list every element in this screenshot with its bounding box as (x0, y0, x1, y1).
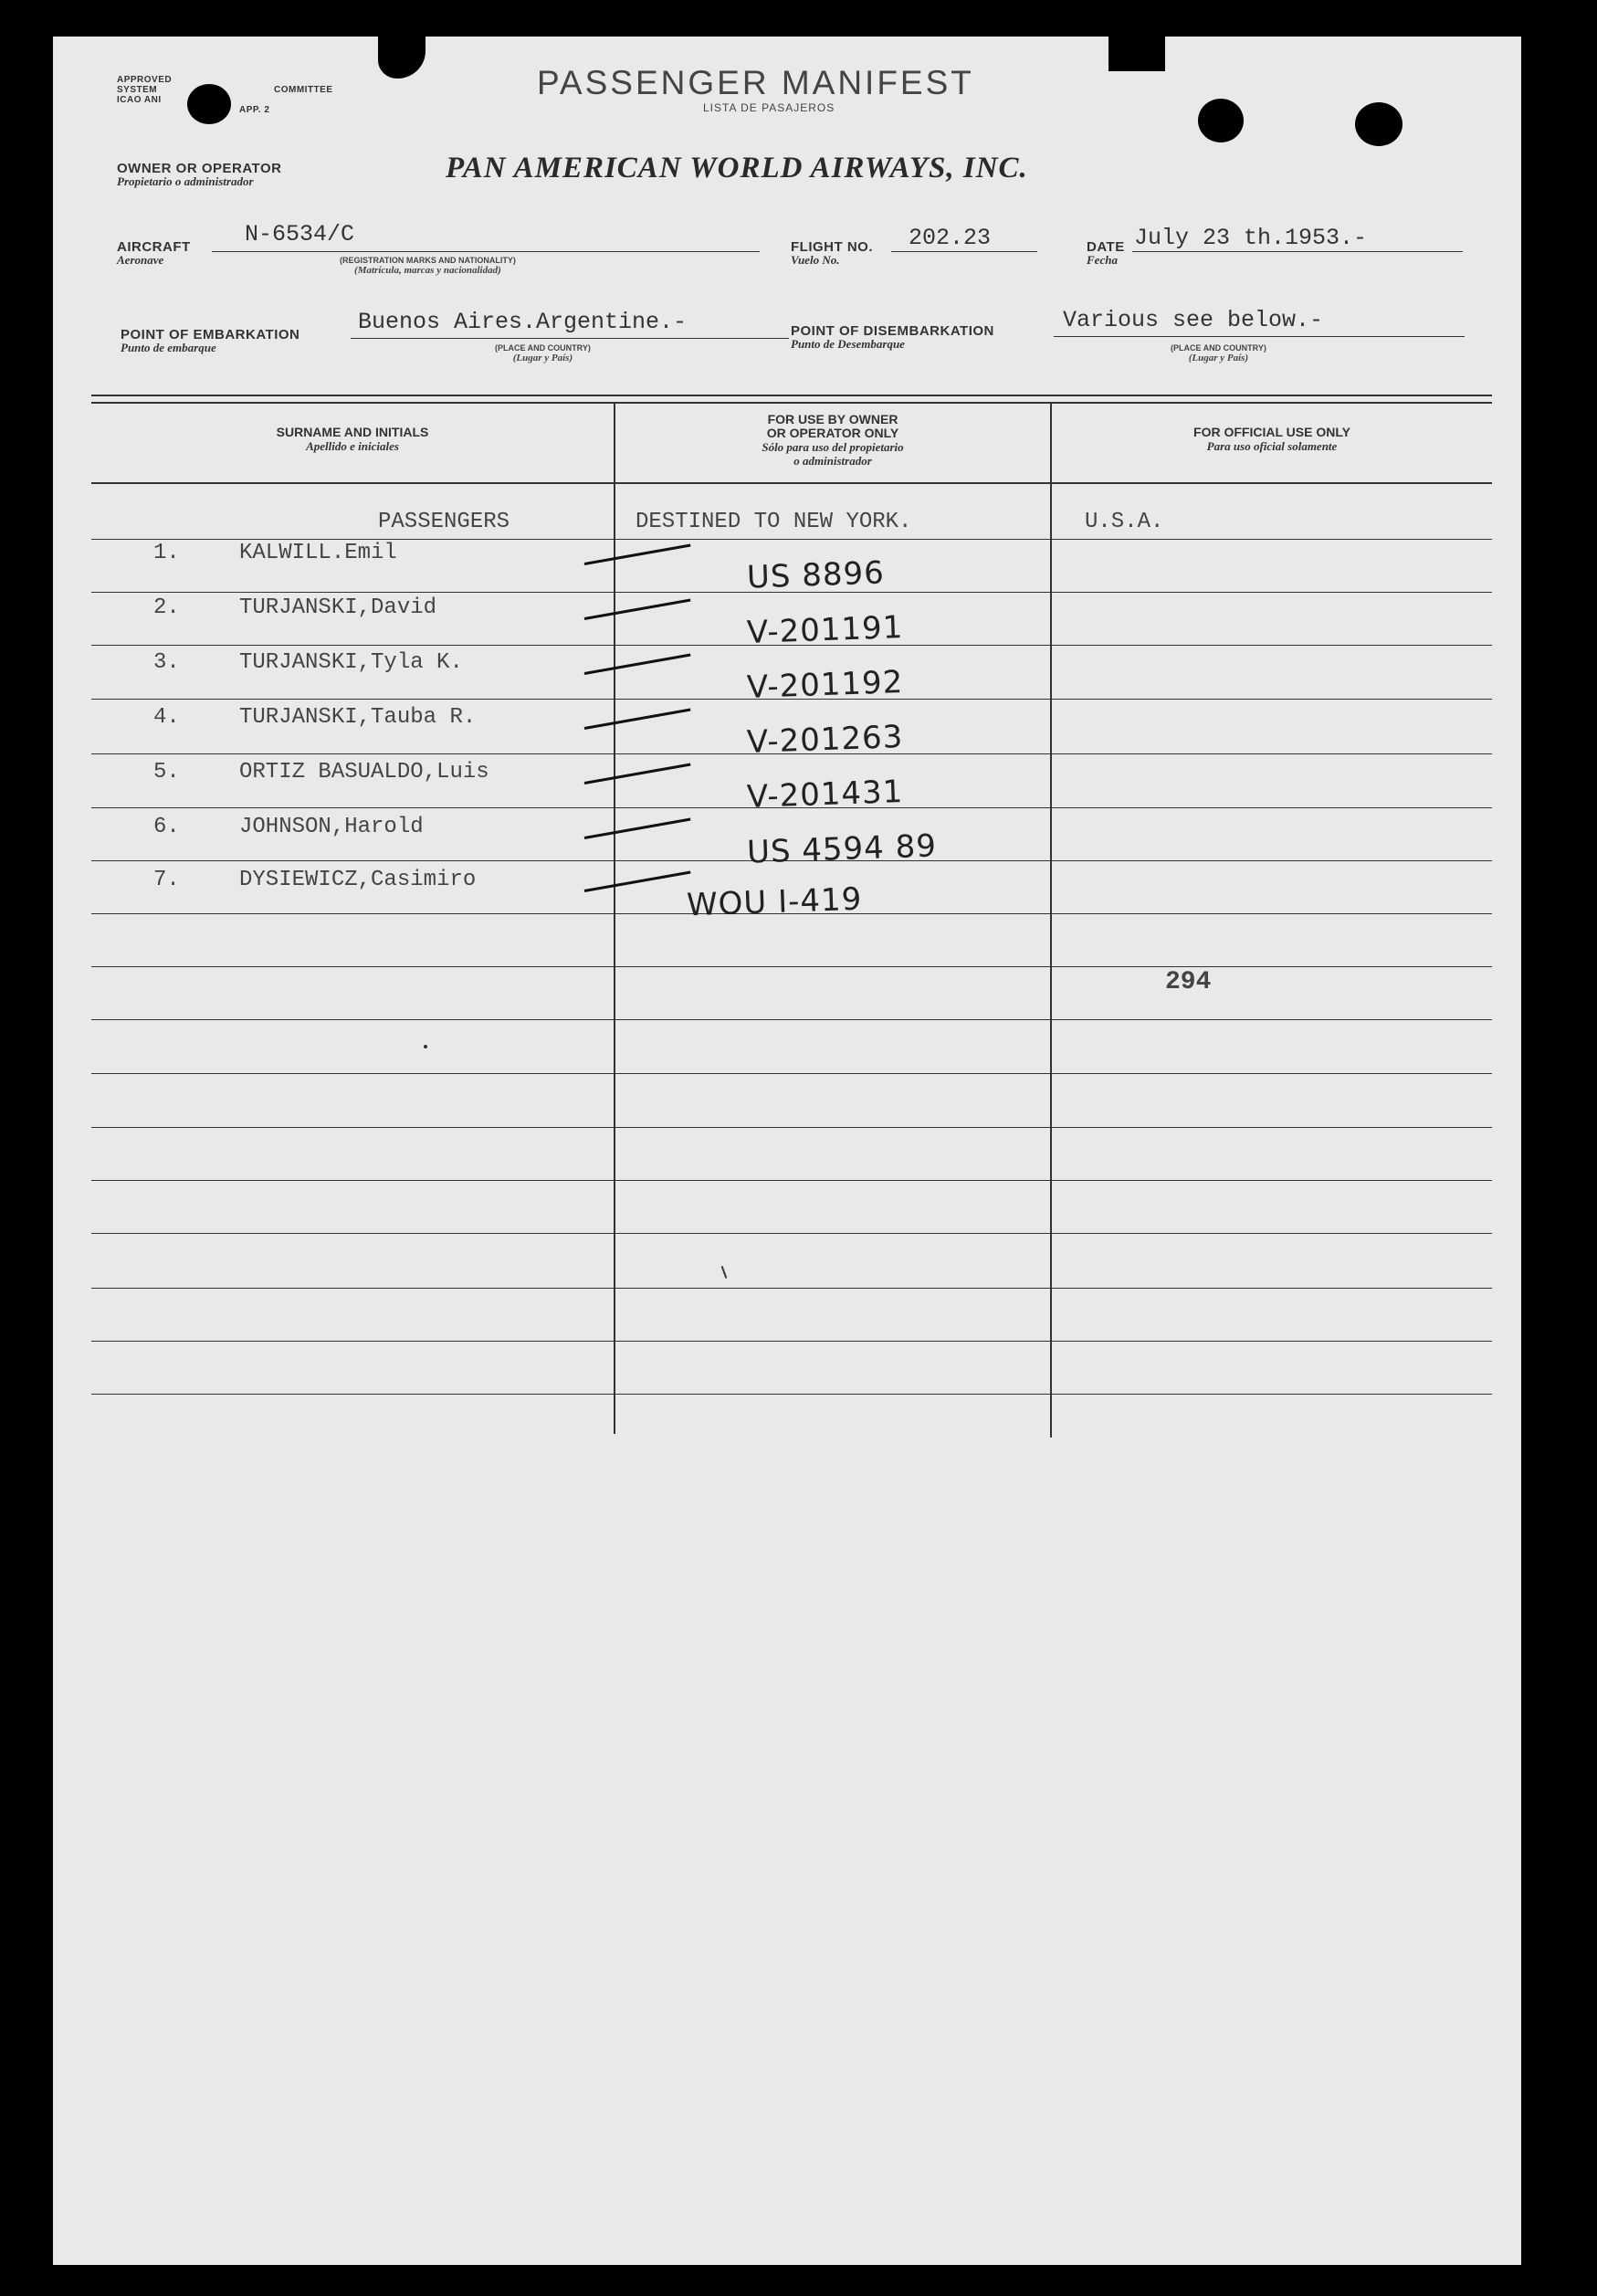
aircraft-value: N-6534/C (245, 221, 355, 248)
disembark-value: Various see below.- (1063, 307, 1324, 333)
owner-label-es: Propietario o administrador (117, 174, 254, 188)
aircraft-caption-es: (Matrícula, marcas y nacionalidad) (354, 265, 501, 276)
column-header-official-en: FOR OFFICIAL USE ONLY (1193, 425, 1350, 439)
disembark-caption (1171, 343, 1266, 363)
column-divider-2 (1050, 404, 1052, 1438)
aircraft-label (117, 241, 191, 267)
handwritten-visa-number: WOU I-419 (686, 880, 863, 924)
passenger-number: 1. (153, 541, 180, 565)
row-rule (91, 1073, 1492, 1074)
aircraft-label-en: AIRCRAFT (117, 239, 191, 255)
approved-line-3: ICAO ANI (117, 95, 162, 105)
date-label (1087, 241, 1125, 267)
handwritten-visa-number: US 4594 89 (746, 827, 938, 871)
disembark-caption-en: (PLACE AND COUNTRY) (1171, 343, 1266, 353)
approved-line-2: SYSTEM (117, 85, 158, 95)
table-top-rule-1 (91, 395, 1492, 396)
column-header-owner-line-2: OR OPERATOR ONLY (766, 426, 899, 440)
column-header-surname (91, 426, 614, 453)
column-header-owner (615, 413, 1050, 468)
flight-label-es: Vuelo No. (791, 253, 840, 267)
flight-label (791, 241, 873, 267)
row-rule (91, 1341, 1492, 1342)
handwritten-visa-number: V-201192 (746, 664, 904, 706)
row-rule (91, 1394, 1492, 1395)
row-rule (91, 539, 1492, 540)
column-header-owner-es-1: Sólo para uso del propietario (762, 440, 904, 454)
page-subtitle: LISTA DE PASAJEROS (703, 101, 835, 114)
flight-label-en: FLIGHT NO. (791, 239, 873, 255)
passenger-number: 4. (153, 705, 180, 730)
passenger-name: DYSIEWICZ,Casimiro (239, 868, 477, 892)
aircraft-label-es: Aeronave (117, 253, 164, 267)
passenger-name: TURJANSKI,David (239, 595, 437, 620)
embark-underline (351, 338, 789, 339)
date-label-es: Fecha (1087, 253, 1118, 267)
row-rule (91, 1019, 1492, 1020)
disembark-label (791, 325, 994, 351)
passenger-name: ORTIZ BASUALDO,Luis (239, 760, 489, 785)
embark-caption (495, 343, 591, 363)
committee-text: COMMITTEE (274, 85, 333, 95)
date-underline (1132, 251, 1463, 252)
page-title: PASSENGER MANIFEST (537, 64, 974, 101)
approved-line-1: APPROVED (117, 75, 173, 85)
punch-hole-right-2 (1355, 102, 1403, 146)
embark-caption-es: (Lugar y País) (512, 353, 573, 363)
column-header-official (1052, 426, 1492, 453)
aircraft-underline (212, 251, 760, 252)
passenger-name: JOHNSON,Harold (239, 815, 424, 839)
column-header-owner-es-2: o administrador (793, 454, 872, 468)
owner-label (117, 163, 281, 188)
owner-name: PAN AMERICAN WORLD AIRWAYS, INC. (446, 152, 1028, 184)
embark-label-es: Punto de embarque (121, 341, 216, 354)
handwritten-visa-number: V-201191 (746, 609, 904, 651)
owner-label-en: OWNER OR OPERATOR (117, 161, 282, 176)
row-rule (91, 1127, 1492, 1128)
disembark-underline (1054, 336, 1465, 337)
handwritten-visa-number: US 8896 (746, 554, 886, 596)
passenger-name: TURJANSKI,Tyla K. (239, 650, 463, 675)
table-top-rule-2 (91, 402, 1492, 404)
row-rule (91, 966, 1492, 967)
manifest-page (53, 37, 1521, 2265)
passenger-name: TURJANSKI,Tauba R. (239, 705, 477, 730)
passenger-number: 5. (153, 760, 180, 785)
date-value: July 23 th.1953.- (1134, 225, 1368, 251)
torn-edge-top-right (1108, 33, 1165, 71)
row-rule (91, 1233, 1492, 1234)
stray-mark-1 (424, 1045, 427, 1048)
flight-underline (891, 251, 1037, 252)
destined-heading: DESTINED TO NEW YORK. (636, 510, 912, 534)
handwritten-visa-number: V-201431 (746, 774, 904, 816)
handwritten-visa-number: V-201263 (746, 719, 904, 761)
header-bottom-rule (91, 482, 1492, 484)
row-rule (91, 1180, 1492, 1181)
passenger-number: 2. (153, 595, 180, 620)
disembark-label-es: Punto de Desembarque (791, 337, 905, 351)
row-rule (91, 1288, 1492, 1289)
country-heading: U.S.A. (1085, 510, 1164, 534)
punch-hole-right-1 (1198, 99, 1244, 142)
embark-label-en: POINT OF EMBARKATION (121, 327, 300, 342)
approved-block (117, 75, 172, 105)
embark-value: Buenos Aires.Argentine.- (358, 309, 688, 335)
column-header-surname-es: Apellido e iniciales (306, 439, 399, 453)
aircraft-caption (340, 256, 516, 276)
passenger-name: KALWILL.Emil (239, 541, 397, 565)
embark-caption-en: (PLACE AND COUNTRY) (495, 343, 591, 353)
column-header-surname-en: SURNAME AND INITIALS (276, 425, 429, 439)
punch-hole-left (187, 84, 231, 124)
app-text: APP. 2 (239, 105, 270, 115)
disembark-caption-es: (Lugar y País) (1188, 353, 1249, 363)
column-header-owner-line-1: FOR USE BY OWNER (767, 412, 898, 427)
official-number: 294 (1165, 968, 1212, 996)
passengers-heading: PASSENGERS (378, 510, 510, 534)
aircraft-caption-en: (REGISTRATION MARKS AND NATIONALITY) (340, 256, 516, 265)
passenger-number: 7. (153, 868, 180, 892)
date-label-en: DATE (1087, 239, 1125, 255)
embark-label (121, 329, 299, 354)
disembark-label-en: POINT OF DISEMBARKATION (791, 323, 994, 339)
passenger-number: 3. (153, 650, 180, 675)
flight-value: 202.23 (909, 225, 992, 251)
column-header-official-es: Para uso oficial solamente (1206, 439, 1338, 453)
passenger-number: 6. (153, 815, 180, 839)
